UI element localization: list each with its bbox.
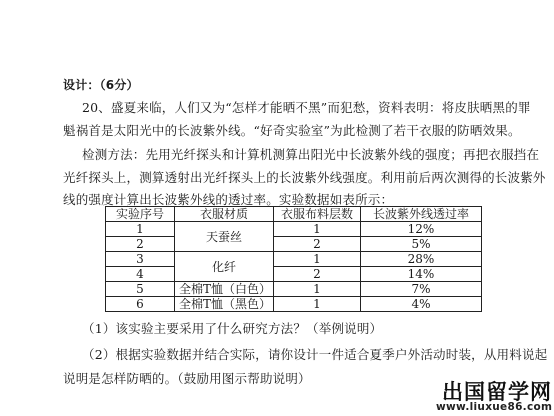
table-row [106,282,482,297]
header-trial-number: 实验序号 [106,207,175,222]
cell-layers: 1 [274,252,361,267]
sub-question-2-line-1: （2）根据实验数据并结合实际，请你设计一件适合夏季户外活动时装，从用料说起 [82,347,548,362]
header-uv-rate: 长波紫外线透过率 [361,207,482,222]
cell-uv-rate: 4% [361,297,482,312]
table-row [106,237,482,252]
cell-trial-number: 2 [106,237,175,252]
experiment-data-table [105,206,482,312]
cell-layers: 1 [274,297,361,312]
header-material: 衣服材质 [175,207,274,222]
header-layers: 衣服布料层数 [274,207,361,222]
cell-trial-number: 4 [106,267,175,282]
question-line-1: 20、盛夏来临，人们又为“怎样才能晒不黑”而犯愁，资料表明：将皮肤晒黑的罪 [82,100,531,115]
table-row [106,267,482,282]
question-line-2: 魁祸首是太阳光中的长波紫外线。“好奇实验室”为此检测了若干衣服的防晒效果。 [63,123,521,138]
cell-trial-number: 6 [106,297,175,312]
cell-trial-number: 5 [106,282,175,297]
sub-question-2-line-2: 说明是怎样防晒的。（鼓励用图示帮助说明） [63,371,311,386]
cell-material: 天蚕丝 [175,222,274,252]
cell-uv-rate: 7% [361,282,482,297]
cell-uv-rate: 5% [361,237,482,252]
sub-question-1: （1）该实验主要采用了什么研究方法？（举例说明） [82,321,383,336]
cell-material: 全棉T恤（白色） [175,282,274,297]
cell-layers: 2 [274,237,361,252]
cell-uv-rate: 12% [361,222,482,237]
table-row [106,252,482,267]
method-line-3: 线的强度计算出长波紫外线的透过率。实验数据如表所示： [63,192,394,207]
cell-layers: 1 [274,222,361,237]
cell-uv-rate: 28% [361,252,482,267]
table-row [106,297,482,312]
logo-name: 出国留学网 [442,380,552,404]
site-logo [436,376,552,414]
cell-layers: 2 [274,267,361,282]
table-row [106,222,482,237]
cell-trial-number: 3 [106,252,175,267]
cell-uv-rate: 14% [361,267,482,282]
section-title: 设计：（6分） [63,78,139,92]
method-line-2: 光纤探头上，测算透射出光纤探头上的长波紫外线强度。利用前后两次测得的长波紫外 [63,170,546,185]
cell-material: 全棉T恤（黑色） [175,297,274,312]
cell-material: 化纤 [175,252,274,282]
cell-layers: 1 [274,282,361,297]
logo-url: www.liuxue86.com [436,401,553,413]
table-header-row [106,207,482,222]
method-line-1: 检测方法：先用光纤探头和计算机测算出阳光中长波紫外线的强度；再把衣服挡在 [82,147,540,162]
cell-trial-number: 1 [106,222,175,237]
